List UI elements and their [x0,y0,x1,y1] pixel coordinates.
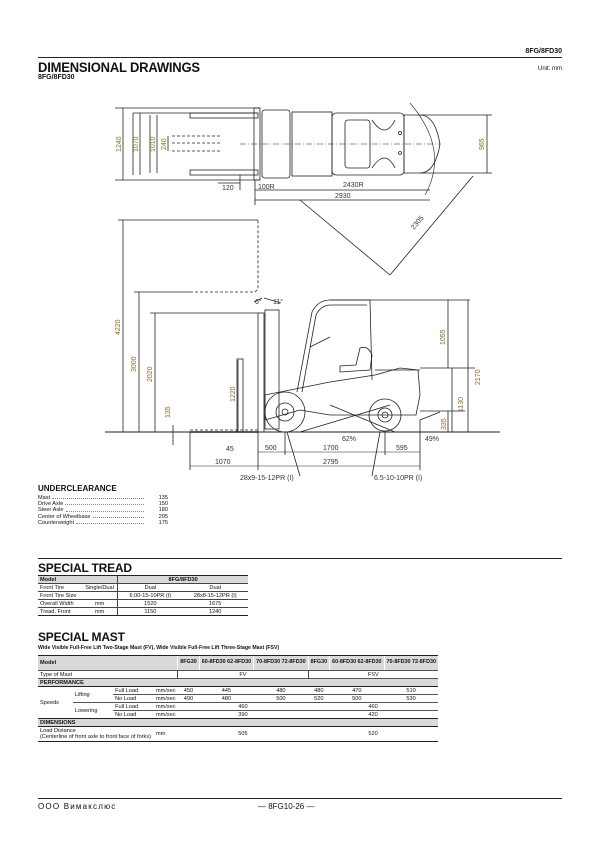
table-row: Overall Width mm 1520 1675 [38,600,248,608]
dim-1055: 1055 [440,329,447,345]
special-mast-title: SPECIAL MAST [38,630,125,644]
dim-3000: 3000 [131,356,138,372]
section-rule [38,558,562,559]
special-mast-subtitle: Wide Visible Full-Free Lift Two-Stage Mast (FV), Wide Visible Full-Free Lift Three-Stage Mast (FSV) [38,645,280,651]
underclearance-row: Mast 135 [38,495,168,501]
footer-page-number: — 8FG10-26 — [258,802,315,811]
front-tire-label: 28x9-15-12PR (I) [240,475,294,482]
table-row: Speeds Lifting Full Load mm/sec 450 445 480 480 470 510 [38,687,438,695]
underclearance-row: Counterweight 175 [38,519,168,526]
page-title: DIMENSIONAL DRAWINGS [38,59,200,76]
dim-1700: 1700 [323,445,339,452]
dim-335: 335 [441,418,448,430]
footer-rule [38,798,562,799]
rear-tire-label: 6.5-10-10PR (I) [374,475,423,482]
table-header-row: Model 8FG/8FD30 [38,576,248,584]
load-distance-label: Load Distance [40,728,76,734]
underclearance-title: UNDERCLEARANCE [38,484,117,493]
special-tread-table [38,575,248,616]
top-view [115,103,492,275]
table-row: Front Tire Single/Dual Dual Dual [38,584,248,592]
dim-1070-front: 1070 [215,459,231,466]
dim-965: 965 [479,138,486,150]
table-row: Front Tire Size 6.00-15-10PR (I) 28x8-15-12PR (I) [38,592,248,600]
load-distance-note: (Centerline of front axle to front face of forks) [40,734,151,740]
table-row: Tread, Front mm 1150 1240 [38,608,248,616]
underclearance-row: Drive Axle 150 [38,501,168,508]
table-row: Type of Mast FV FSV [38,671,438,679]
dim-1010: 1010 [150,136,157,152]
dim-2430r: 2430R [343,182,364,189]
section-header-dimensions: DIMENSIONS [38,719,438,727]
dim-2020: 2020 [147,366,154,382]
special-mast-table [38,655,438,742]
gradeability-49: 49% [425,436,440,443]
dim-2170: 2170 [475,369,482,385]
table-row: Load Distance (Centerline of front axle to front face of forks) mm 505 520 [38,727,438,742]
header-model-code: 8FG/8FD30 [525,48,562,55]
section-header-performance: PERFORMANCE [38,679,438,687]
dim-1070: 1070 [133,136,140,152]
dim-1240: 1240 [116,136,123,152]
page-subtitle: 8FG/8FD30 [38,74,75,81]
dim-100r: 100R [258,184,275,191]
unit-label: Unit: mm [538,66,562,72]
dim-120: 120 [222,185,234,192]
table-row: No Load mm/sec 390 420 [38,711,438,719]
dim-tilt-back: 11° [273,299,284,306]
dim-500: 500 [265,445,277,452]
dim-135: 135 [165,406,172,418]
table-header-row: Model 8FG30 60-8FD30 62-8FD30 70-8FD30 72-8FD30 8FG30 60-8FD30 62-8FD30 70-8FD30 72-8FD30 [38,656,438,671]
dim-2305: 2305 [410,214,426,232]
underclearance-list [38,495,168,526]
side-view-labels [115,298,482,482]
gradeability-62: 62% [342,436,357,443]
table-row: Lowering Full Load mm/sec 460 460 [38,703,438,711]
dim-2930: 2930 [335,193,351,200]
side-view [105,220,500,476]
footer-company: ООО Вимакслюс [38,802,117,811]
special-tread-title: SPECIAL TREAD [38,561,132,575]
table-row: No Load mm/sec 490 480 500 520 500 530 [38,695,438,703]
dim-595: 595 [396,445,408,452]
dim-45: 45 [226,446,234,453]
dim-240: 240 [161,138,168,150]
dim-1220: 1220 [230,386,237,402]
dim-tilt-forward: 6° [255,299,262,306]
dim-4220: 4220 [115,319,122,335]
dim-2795: 2795 [323,459,339,466]
dim-1130: 1130 [458,396,465,412]
underclearance-row: Steer Axle 180 [38,507,168,514]
underclearance-row: Center of Wheelbase 205 [38,513,168,520]
